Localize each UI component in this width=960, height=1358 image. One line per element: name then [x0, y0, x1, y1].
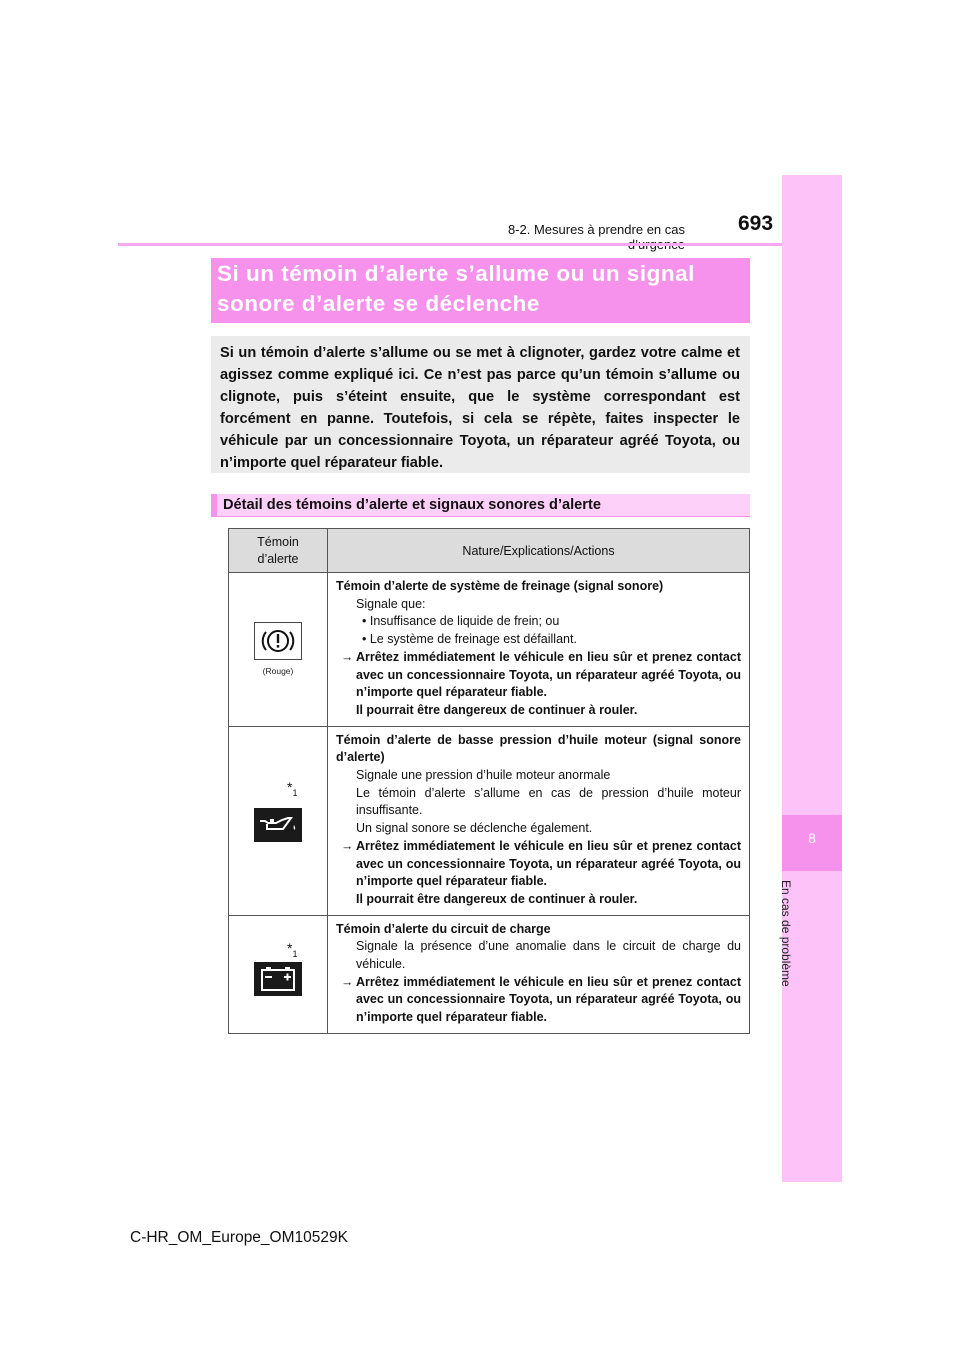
- subheading-bar: [211, 494, 217, 517]
- row-title: Témoin d’alerte de système de freinage (signal sonore): [336, 579, 664, 593]
- icon-color-note: (Rouge): [262, 666, 294, 677]
- arrow-icon: →: [341, 838, 354, 853]
- row-bullet: • Le système de freinage est défaillant.: [362, 632, 577, 647]
- row-text: Signale une pression d’huile moteur anormale: [356, 768, 611, 783]
- col-header-temoin: Témoin d’alerte: [229, 529, 328, 573]
- chapter-number: 8: [808, 830, 816, 846]
- arrow-icon: →: [341, 974, 354, 989]
- row-text: Signale que:: [356, 596, 426, 611]
- oil-pressure-icon: [254, 808, 302, 842]
- arrow-icon: →: [341, 649, 354, 664]
- col-header-nature: Nature/Explications/Actions: [328, 529, 750, 573]
- subheading-underline: [217, 516, 750, 517]
- page-number: 693: [738, 212, 774, 235]
- battery-charge-icon: [254, 962, 302, 996]
- row-text: Un signal sonore se déclenche également.: [356, 821, 593, 836]
- row-bullet: • Insuffisance de liquide de frein; ou: [362, 614, 560, 629]
- row-text: Le témoin d’alerte s’allume en cas de pression d’huile moteur insuffisante.: [356, 785, 741, 818]
- row-action-continuation: Il pourrait être dangereux de continuer à rouler.: [356, 891, 638, 906]
- row-action: → Arrêtez immédiatement le véhicule en lieu sûr et prenez contact avec un concessionnaire Toyota, un réparateur agréé Toyota, ou n’importe quel réparateur fiable.: [341, 649, 741, 700]
- description-cell: [328, 726, 750, 915]
- row-title: Témoin d’alerte du circuit de charge: [336, 921, 551, 936]
- subheading: Détail des témoins d’alerte et signaux sonores d’alerte: [223, 497, 601, 513]
- header-rule: [118, 243, 841, 246]
- table-header-row: [229, 529, 750, 573]
- table-row: [229, 915, 750, 1033]
- document-footer-code: C-HR_OM_Europe_OM10529K: [130, 1229, 348, 1246]
- table-row: [229, 726, 750, 915]
- row-title: Témoin d’alerte de basse pression d’huile moteur (signal sonore d’alerte): [336, 732, 741, 765]
- footnote-mark: $*_1$: [287, 939, 298, 959]
- chapter-label-text: En cas de problème: [779, 880, 793, 987]
- intro-text: Si un témoin d’alerte s’allume ou se met à clignoter, gardez votre calme et agissez comme expliqué ici. Ce n’est pas parce qu’un témoin s’allume ou clignote, puis s’éteint ensuite, que le système correspondant est forcément en panne. Toutefois, si cela se répète, faites inspecter le véhicule par un concessionnaire Toyota, un réparateur agréé Toyota, ou n’importe quel réparateur fiable.: [220, 345, 740, 471]
- row-action: → Arrêtez immédiatement le véhicule en lieu sûr et prenez contact avec un concessionnaire Toyota, un réparateur agréé Toyota, ou n’importe quel réparateur fiable.: [341, 838, 741, 889]
- footnote-mark: $*_1$: [287, 778, 298, 798]
- brake-warning-icon: [254, 622, 302, 660]
- page-title: Si un témoin d’alerte s’allume ou un signal sonore d’alerte se déclenche: [217, 261, 695, 316]
- description-cell: [328, 573, 750, 727]
- row-action: → Arrêtez immédiatement le véhicule en lieu sûr et prenez contact avec un concessionnaire Toyota, un réparateur agréé Toyota, ou n’importe quel réparateur fiable.: [341, 974, 741, 1025]
- warning-lights-table: [228, 528, 750, 1034]
- icon-cell: [229, 573, 328, 727]
- icon-cell: [229, 726, 328, 915]
- description-cell: [328, 915, 750, 1033]
- icon-cell: [229, 915, 328, 1033]
- row-text: Signale la présence d’une anomalie dans le circuit de charge du véhicule.: [356, 939, 741, 972]
- chapter-label: [779, 880, 805, 1040]
- row-action-continuation: Il pourrait être dangereux de continuer à rouler.: [356, 702, 638, 717]
- section-title: 8-2. Mesures à prendre en cas: [507, 222, 685, 237]
- table-row: [229, 573, 750, 727]
